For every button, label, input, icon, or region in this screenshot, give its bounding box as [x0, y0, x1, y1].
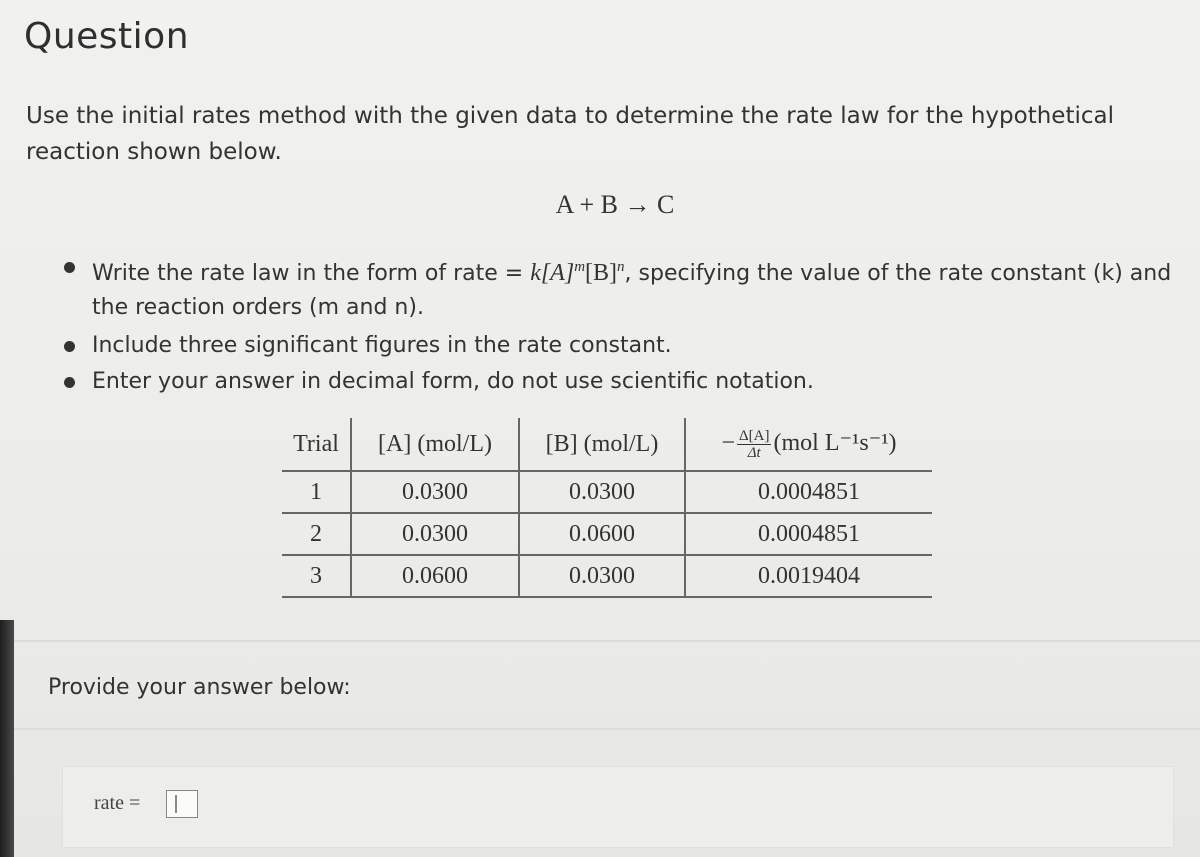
trial-cell: 3: [310, 562, 322, 589]
header-rate: [685, 418, 932, 471]
table-header-row: [282, 418, 932, 471]
instruction-list: [62, 250, 1192, 399]
trial-cell: 1: [310, 478, 322, 505]
rate-numerator: Δ[A]: [739, 427, 770, 444]
rate-units: (mol L⁻¹s⁻¹): [773, 429, 897, 456]
rate-cell: 0.0004851: [685, 513, 932, 555]
window-edge: [0, 620, 14, 857]
rate-law-k-a: k[A]: [530, 260, 575, 286]
order-m: m: [574, 259, 586, 275]
reaction-equation: A + B → C: [555, 190, 675, 219]
section-divider: [14, 728, 1200, 730]
instruction-decimal-form: Enter your answer in decimal form, do not use scientific notation.: [62, 365, 1192, 399]
a-cell: 0.0300: [351, 471, 519, 513]
header-trial: Trial: [293, 430, 339, 457]
page-title: Question: [24, 16, 190, 57]
b-cell: 0.0300: [519, 555, 685, 597]
table-row: [282, 471, 932, 513]
b-cell: 0.0600: [519, 513, 685, 555]
instruction-text: , specifying the value of the rate constant (k) and the reaction orders (m and n).: [92, 261, 1172, 320]
rate-fraction: [737, 428, 771, 461]
instruction-text: Write the rate law in the form of rate =: [92, 261, 531, 286]
rate-denominator: Δt: [747, 444, 761, 461]
order-n: n: [617, 259, 625, 275]
rate-law-formula: [530, 260, 624, 286]
header-b-concentration: [B] (mol/L): [519, 418, 685, 471]
question-intro: Use the initial rates method with the given data to determine the rate law for the hypothetical reaction shown below.: [26, 103, 1114, 165]
rate-answer-input[interactable]: [166, 790, 198, 818]
a-cell: 0.0600: [351, 555, 519, 597]
trial-cell: 2: [310, 520, 322, 547]
rate-law-b: [B]: [585, 260, 618, 286]
answer-panel: [62, 766, 1174, 848]
answer-heading: Provide your answer below:: [48, 675, 351, 700]
header-a-concentration: [A] (mol/L): [351, 418, 519, 471]
rate-cell: 0.0004851: [685, 471, 932, 513]
instruction-sig-figs: Include three significant figures in the rate constant.: [62, 329, 1192, 363]
rate-label: rate =: [94, 792, 141, 814]
table-row: [282, 555, 932, 597]
a-cell: 0.0300: [351, 513, 519, 555]
rate-cell: 0.0019404: [685, 555, 932, 597]
instruction-rate-law-form: [62, 250, 1192, 325]
rate-minus-sign: −: [721, 429, 736, 456]
b-cell: 0.0300: [519, 471, 685, 513]
initial-rates-table: [282, 418, 932, 598]
section-divider: [14, 640, 1200, 642]
table-row: [282, 513, 932, 555]
